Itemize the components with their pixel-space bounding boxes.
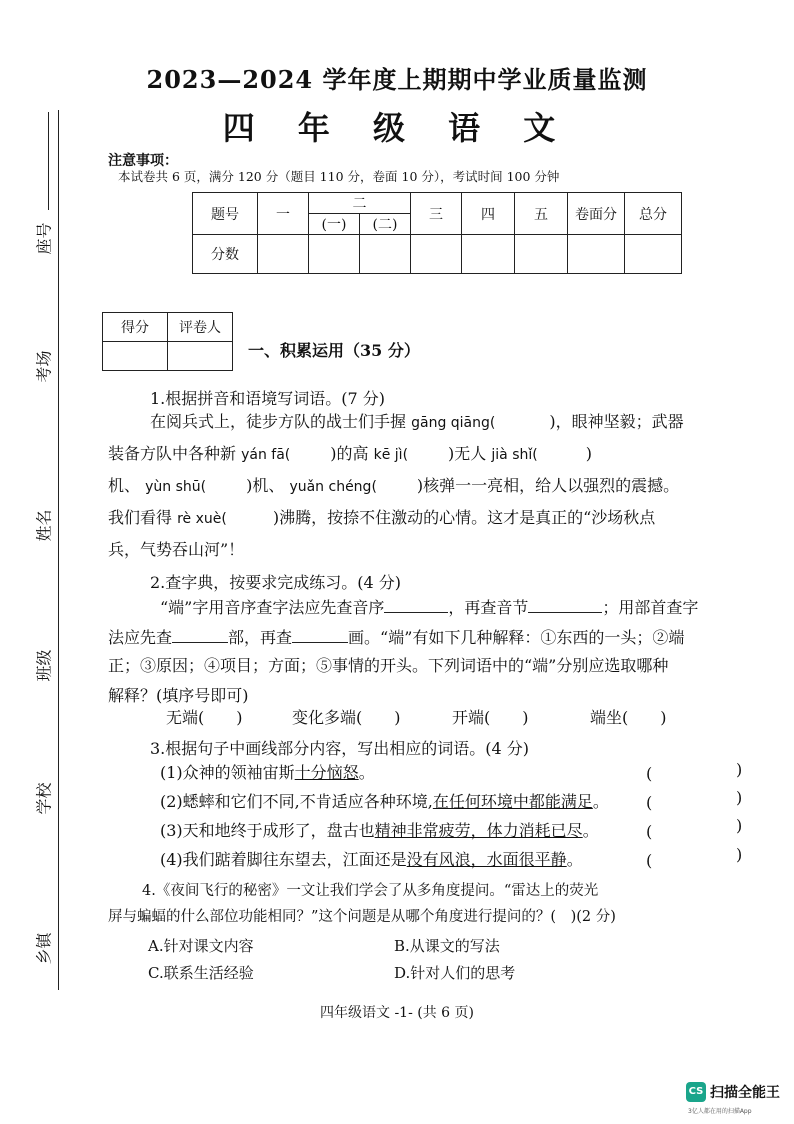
sidebar-name-label: 姓名 <box>34 509 54 542</box>
q4-line-2: 屏与蝙蝠的什么部位功能相同？”这个问题是从哪个角度进行提问的？( )(2 分) <box>108 909 616 925</box>
q3-text: (3)天和地终于成形了，盘古也 <box>160 821 375 840</box>
q3-answer-open-1[interactable]: ( <box>646 764 653 783</box>
grader-score-label: 得分 <box>103 313 168 342</box>
q2-text: ，再查音节 <box>448 598 529 617</box>
q3-underlined: 精神非常疲劳，体力消耗已尽 <box>374 821 583 840</box>
q3-text: 。 <box>358 763 375 782</box>
q3-sentence-3 <box>160 823 599 839</box>
sidebar-seat-label: 座号 <box>34 222 54 255</box>
q3-prompt: 3.根据句子中画线部分内容，写出相应的词语。(4 分) <box>150 739 530 758</box>
q3-text: 。 <box>592 792 609 811</box>
score-table-header-label: 题号 <box>193 193 258 235</box>
col-neatness: 卷面分 <box>568 193 625 235</box>
col-1: 一 <box>258 193 309 235</box>
q1-text: ) <box>585 444 592 463</box>
q1-text: )，眼神坚毅；武器 <box>549 412 684 431</box>
q2-text: 部，再查 <box>228 628 293 647</box>
q1-text: )无人 <box>448 444 487 463</box>
col-2-sub-2: (二) <box>360 214 411 235</box>
score-cell[interactable] <box>568 235 625 274</box>
q3-text: (1)众神的领袖宙斯 <box>160 763 295 782</box>
col-3: 三 <box>411 193 462 235</box>
q3-answer-open-3[interactable]: ( <box>646 822 653 841</box>
q2-line-2 <box>108 628 684 646</box>
answer-blank[interactable] <box>384 598 448 613</box>
score-table <box>192 192 682 274</box>
q1-line-1 <box>150 414 684 430</box>
binding-line <box>58 110 59 990</box>
q1-pinyin: rè xuè( <box>177 511 227 527</box>
q3-answer-open-4[interactable]: ( <box>646 851 653 870</box>
q1-text: )沸腾，按捺不住激动的心情。这才是真正的“沙场秋点 <box>272 508 656 527</box>
q4-option-d[interactable]: D.针对人们的思考 <box>394 964 516 982</box>
q2-word-1[interactable]: 无端( ) <box>166 708 243 727</box>
q4-option-b[interactable]: B.从课文的写法 <box>394 937 500 955</box>
q1-line-5: 兵，气势吞山河”！ <box>108 540 245 559</box>
q1-line-3 <box>108 478 679 494</box>
exam-title: 2023—2024 学年度上期期中学业质量监测 <box>146 65 648 94</box>
camscanner-name: 扫描全能王 <box>710 1085 780 1101</box>
q1-prompt: 1.根据拼音和语境写词语。(7 分) <box>150 389 386 408</box>
q3-answer-close-3: ) <box>736 816 743 835</box>
q3-answer-close-4: ) <box>736 845 743 864</box>
q1-text: )核弹一一亮相，给人以强烈的震撼。 <box>416 476 680 495</box>
camscanner-tagline: 3亿人都在用的扫描App <box>688 1108 752 1115</box>
sidebar-class-label: 班级 <box>34 649 54 682</box>
q2-word-3[interactable]: 开端( ) <box>452 708 529 727</box>
q3-underlined: 十分恼怒 <box>294 763 359 782</box>
col-total: 总分 <box>625 193 682 235</box>
q2-line-1 <box>160 598 698 616</box>
grader-score-cell[interactable] <box>103 342 168 371</box>
q4-line-1: 4.《夜间飞行的秘密》一文让我们学会了从多角度提问。“雷达上的荧光 <box>142 883 599 899</box>
grader-table <box>102 312 233 371</box>
seat-line <box>48 112 49 210</box>
q2-line-4: 解释？(填序号即可) <box>108 686 249 705</box>
q3-underlined: 没有风浪，水面很平静 <box>406 850 567 869</box>
q1-pinyin: yùn shū( <box>145 479 207 495</box>
col-4: 四 <box>462 193 515 235</box>
score-cell[interactable] <box>309 235 360 274</box>
q1-pinyin: kē jì( <box>373 447 409 463</box>
answer-blank[interactable] <box>172 628 228 643</box>
sidebar-town-label: 乡镇 <box>34 932 54 965</box>
q2-text: “端”字用音序查字法应先查音序 <box>160 598 385 617</box>
q3-sentence-2 <box>160 794 609 810</box>
score-row-label: 分数 <box>193 235 258 274</box>
q1-pinyin: yán fā( <box>241 447 291 463</box>
q3-answer-close-1: ) <box>736 760 743 779</box>
q1-pinyin: gāng qiāng( <box>411 415 496 431</box>
q1-text: )机、 <box>246 476 285 495</box>
q2-prompt: 2.查字典，按要求完成练习。(4 分) <box>150 573 402 592</box>
q4-option-a[interactable]: A.针对课文内容 <box>148 937 254 955</box>
col-5: 五 <box>515 193 568 235</box>
q1-text: 装备方队中各种新 <box>108 444 237 463</box>
q3-underlined: 在任何环境中都能满足 <box>432 792 593 811</box>
q2-text: 法应先查 <box>108 628 173 647</box>
q3-text: 。 <box>582 821 599 840</box>
col-2: 二 <box>309 193 411 214</box>
q1-text: )的高 <box>330 444 369 463</box>
score-cell[interactable] <box>411 235 462 274</box>
section-1-title: 一、积累运用（35 分） <box>248 341 420 360</box>
notice-text: 本试卷共 6 页，满分 120 分（题目 110 分，卷面 10 分），考试时间 100 分钟 <box>118 169 560 184</box>
score-cell[interactable] <box>625 235 682 274</box>
q2-word-2[interactable]: 变化多端( ) <box>292 708 401 727</box>
q3-answer-close-2: ) <box>736 788 743 807</box>
q1-text: 我们看得 <box>108 508 173 527</box>
score-cell[interactable] <box>515 235 568 274</box>
q2-word-4[interactable]: 端坐( ) <box>590 708 667 727</box>
q2-line-3: 正；③原因；④项目；方面；⑤事情的开头。下列词语中的“端”分别应选取哪种 <box>108 656 669 675</box>
q3-sentence-1 <box>160 765 375 781</box>
q1-text: 机、 <box>108 476 141 495</box>
notice-heading: 注意事项： <box>108 153 178 169</box>
answer-blank[interactable] <box>292 628 348 643</box>
q2-text: 画。“端”有如下几种解释：①东西的一头；②端 <box>348 628 685 647</box>
q1-pinyin: jià shǐ( <box>491 447 538 463</box>
q3-text: (2)蟋蟀和它们不同,不肯适应各种环境, <box>160 792 433 811</box>
q2-text: ；用部首查字 <box>602 598 699 617</box>
grader-name-cell[interactable] <box>168 342 233 371</box>
subject-title: 四 年 级 语 文 <box>222 109 572 147</box>
col-2-sub-1: (一) <box>309 214 360 235</box>
q1-line-4 <box>108 510 655 526</box>
sidebar-room-label: 考场 <box>34 350 54 383</box>
score-cell[interactable] <box>258 235 309 274</box>
q1-text: 在阅兵式上，徒步方队的战士们手握 <box>150 412 407 431</box>
score-cell[interactable] <box>462 235 515 274</box>
q4-option-c[interactable]: C.联系生活经验 <box>148 964 254 982</box>
q1-pinyin: yuǎn chéng( <box>289 479 377 495</box>
camscanner-logo-icon: CS <box>686 1082 706 1102</box>
q3-answer-open-2[interactable]: ( <box>646 793 653 812</box>
score-cell[interactable] <box>360 235 411 274</box>
q1-line-2 <box>108 446 592 462</box>
q3-text: 。 <box>566 850 583 869</box>
sidebar-school-label: 学校 <box>34 782 54 815</box>
q3-text: (4)我们踮着脚往东望去，江面还是 <box>160 850 407 869</box>
q3-sentence-4 <box>160 852 583 868</box>
page-footer: 四年级语文 -1- (共 6 页) <box>320 1005 474 1021</box>
answer-blank[interactable] <box>528 598 602 613</box>
grader-name-label: 评卷人 <box>168 313 233 342</box>
